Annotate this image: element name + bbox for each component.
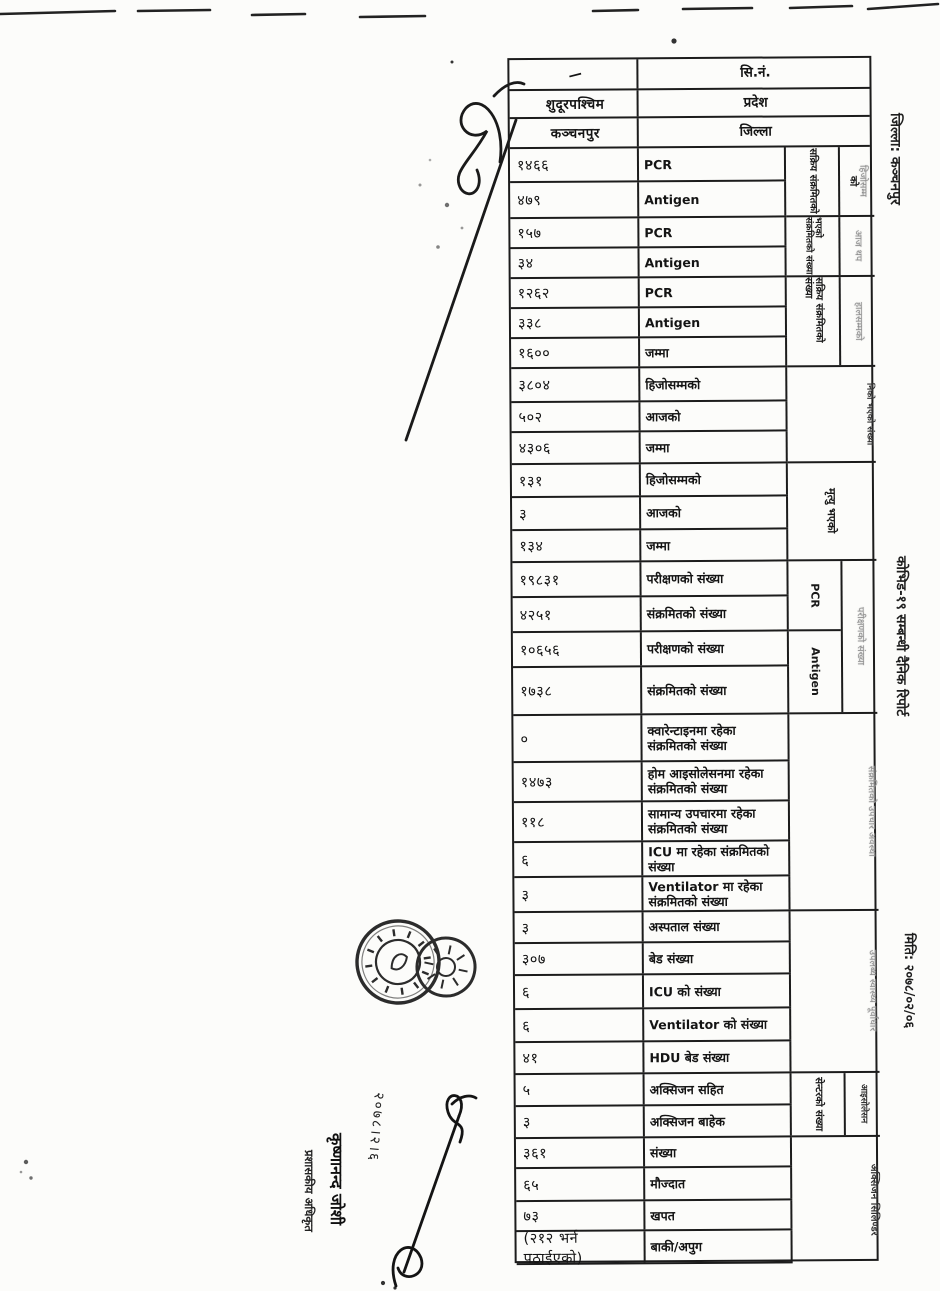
label-cell: Antigen <box>639 181 786 216</box>
serial-value-cell <box>509 59 638 89</box>
province-label-cell: प्रदेश <box>743 94 768 111</box>
district-label-cell: जिल्ला <box>739 123 772 140</box>
label-cell: जम्मा <box>641 529 788 560</box>
table-row <box>515 1008 791 1043</box>
label-cell: ICU मा रहेका संक्रमितको संख्या <box>643 841 790 875</box>
value-cell: ५०२ <box>511 402 640 431</box>
value-cell: ६ <box>515 1009 644 1041</box>
value-cell: १६०० <box>511 338 640 367</box>
table-row <box>512 529 788 563</box>
label-cell: बेड संख्या <box>644 942 791 973</box>
label-cell: अक्सिजन सहित <box>645 1073 792 1104</box>
label-cell: PCR <box>639 147 786 180</box>
label-cell: आजको <box>640 401 787 430</box>
report-table <box>507 56 880 1267</box>
serial-label-cell: सि.नं. <box>740 64 771 82</box>
value-cell: १९८३१ <box>512 562 641 596</box>
value-cell: ७३ <box>516 1201 645 1230</box>
value-cell: ३ <box>514 877 643 911</box>
table-row <box>510 217 786 249</box>
label-cell: मौज्दात <box>645 1167 792 1199</box>
table-row <box>514 801 790 843</box>
label-cell: अस्पताल संख्या <box>644 911 791 941</box>
table-row <box>511 337 787 369</box>
group-health-infrastructure <box>791 911 880 1074</box>
group-label: संक्रमितको उपचार अवस्था <box>865 766 878 857</box>
table-row <box>516 1137 792 1169</box>
torn-edge-dashes <box>0 4 938 17</box>
table-row <box>511 277 787 309</box>
value-cell: १३४ <box>512 530 641 561</box>
group-prefix: आइसोलेसन <box>858 1084 869 1124</box>
group-label: सक्रिय संक्रमितको संख्या <box>802 277 825 343</box>
group-isolation-center <box>792 1073 880 1138</box>
group-recovered <box>787 367 876 464</box>
handwritten-signature <box>393 1096 476 1286</box>
value-cell: (२१२ भर्न पठाईएको) <box>516 1231 645 1263</box>
table-row <box>512 496 788 531</box>
label-cell: जम्मा <box>640 337 787 366</box>
value-cell: ४७९ <box>510 182 639 217</box>
label-cell: संख्या <box>645 1137 792 1166</box>
group-label: सक्रिय संक्रमितको <box>807 148 819 214</box>
group-parent-label: परीक्षणको संख्या <box>854 607 867 666</box>
value-cell: १७३८ <box>513 667 642 714</box>
group-prefix: आज थप <box>852 230 864 262</box>
group-tests <box>788 561 877 715</box>
value-cell: ४२५१ <box>513 597 642 631</box>
value-cell: ११८ <box>514 802 643 841</box>
label-cell: अक्सिजन बाहेक <box>645 1105 792 1136</box>
table-row <box>516 1105 792 1139</box>
label-cell: आजको <box>641 496 788 528</box>
group-total-active <box>787 277 876 368</box>
table-row <box>510 181 786 219</box>
table-row <box>510 147 786 183</box>
label-cell: क्वारेन्टाइनमा रहेका संक्रमितको संख्या <box>642 714 789 760</box>
group-label: उपलब्ध स्वास्थ्य पूर्वाधार <box>866 950 879 1032</box>
value-cell: ४३०६ <box>512 432 641 463</box>
group-label: निको भएको संख्या <box>864 382 875 446</box>
group-label-antigen: Antigen <box>808 647 822 697</box>
label-cell: ICU को संख्या <box>644 974 791 1007</box>
table-row-serial <box>509 58 869 91</box>
value-cell: ६ <box>515 975 644 1008</box>
group-label: मृत्यु भएको <box>824 488 838 534</box>
group-label: सेन्टरको संख्या <box>812 1077 825 1132</box>
table-row <box>512 463 788 498</box>
group-header-strip <box>786 147 881 1264</box>
group-prefix: हालसम्मको <box>852 301 865 341</box>
value-cell: १४७३ <box>514 762 643 801</box>
label-cell: हिजोसम्मको <box>640 367 787 400</box>
value-cell: ३०७ <box>515 943 644 974</box>
table-row <box>515 942 791 976</box>
label-cell: बाकी/अपुग <box>645 1230 792 1262</box>
label-cell: संक्रमितको संख्या <box>642 666 789 713</box>
label-cell: हिजोसम्मको <box>641 463 788 495</box>
district-value-cell: कञ्चनपुर <box>510 118 639 147</box>
value-cell: ३४ <box>510 248 639 277</box>
table-row <box>516 1230 792 1265</box>
group-treatment-status <box>789 714 878 912</box>
table-row <box>511 401 787 433</box>
group-oxygen-cylinder <box>792 1137 881 1264</box>
table-row <box>511 307 787 339</box>
table-row <box>516 1073 792 1107</box>
group-yesterday-active <box>786 147 874 218</box>
label-cell: PCR <box>639 217 786 246</box>
report-title: कोभिड-१९ सम्बन्धी दैनिक रिपोर्ट <box>893 556 909 717</box>
value-cell: ३ <box>512 497 641 529</box>
label-cell: होम आइसोलेसनमा रहेका संक्रमितको संख्या <box>643 761 790 800</box>
group-today-new <box>786 217 874 278</box>
province-value-cell: शुदूरपश्चिम <box>510 90 639 117</box>
table-row <box>514 876 790 913</box>
table-row <box>515 911 791 944</box>
label-cell: जम्मा <box>641 431 788 462</box>
label-cell: Ventilator को संख्या <box>644 1008 791 1040</box>
label-cell: PCR <box>640 277 787 306</box>
signatory-designation: प्रशासकीय अधिकृत <box>302 1150 316 1232</box>
table-row <box>512 431 788 465</box>
value-cell: ६५ <box>516 1168 645 1200</box>
signatory-name: कृष्णानन्द जोशी <box>327 1133 346 1226</box>
value-cell: १५७ <box>510 218 639 247</box>
table-row <box>513 714 789 763</box>
value-cell: १०६५६ <box>513 632 642 666</box>
table-row <box>516 1167 792 1202</box>
value-cell: ५ <box>516 1074 645 1105</box>
report-date: मिति: २०७८/०२/०६ <box>901 933 916 1029</box>
handwritten-date: २०७८।२।६ <box>364 1091 387 1163</box>
value-cell: १४६६ <box>510 148 639 181</box>
table-row-district <box>510 117 870 149</box>
group-suffix: को <box>847 175 859 187</box>
label-cell: संक्रमितको संख्या <box>642 596 789 630</box>
table-row <box>512 561 788 598</box>
table-row <box>515 974 791 1010</box>
table-row <box>514 841 790 878</box>
table-row <box>513 666 789 716</box>
label-cell: परीक्षणको संख्या <box>641 561 788 595</box>
value-cell: ३ <box>516 1106 645 1137</box>
value-cell: ३६१ <box>516 1138 645 1167</box>
label-cell: Ventilator मा रहेका संक्रमितको संख्या <box>643 876 790 910</box>
label-cell: परीक्षणको संख्या <box>642 631 789 665</box>
value-cell: १३१ <box>512 464 641 496</box>
group-deaths <box>788 463 877 562</box>
table-row <box>514 761 790 803</box>
group-prefix: हिजोसम्म <box>857 164 869 197</box>
table-row <box>511 367 787 403</box>
value-cell: ३ <box>515 912 644 942</box>
value-cell: ० <box>513 715 642 761</box>
label-cell: सामान्य उपचारमा रहेका संक्रमितको संख्या <box>643 801 790 840</box>
group-label-pcr: PCR <box>808 582 822 608</box>
value-cell: ३३८ <box>511 308 640 337</box>
table-row-province <box>510 89 870 119</box>
district-margin-label: जिल्ला: कञ्चनपुर <box>887 113 903 205</box>
table-row <box>513 631 789 668</box>
value-cell: १२६२ <box>511 278 640 307</box>
value-cell: ४१ <box>515 1042 644 1073</box>
table-row <box>513 596 789 633</box>
label-cell: खपत <box>645 1200 792 1229</box>
value-cell: ३८०४ <box>511 368 640 401</box>
table-row <box>515 1041 791 1075</box>
group-label: अक्सिजन सिलिण्डर <box>868 1163 880 1236</box>
official-round-stamp <box>346 910 480 1013</box>
group-label: भएको संक्रमितको संख्या <box>803 217 823 275</box>
handwritten-scribble-top <box>406 83 524 441</box>
table-row <box>510 247 786 279</box>
pen-mark: — <box>566 64 584 84</box>
value-cell: ६ <box>514 842 643 876</box>
label-cell: HDU बेड संख्या <box>644 1041 791 1072</box>
label-cell: Antigen <box>640 307 787 336</box>
label-cell: Antigen <box>639 247 786 276</box>
